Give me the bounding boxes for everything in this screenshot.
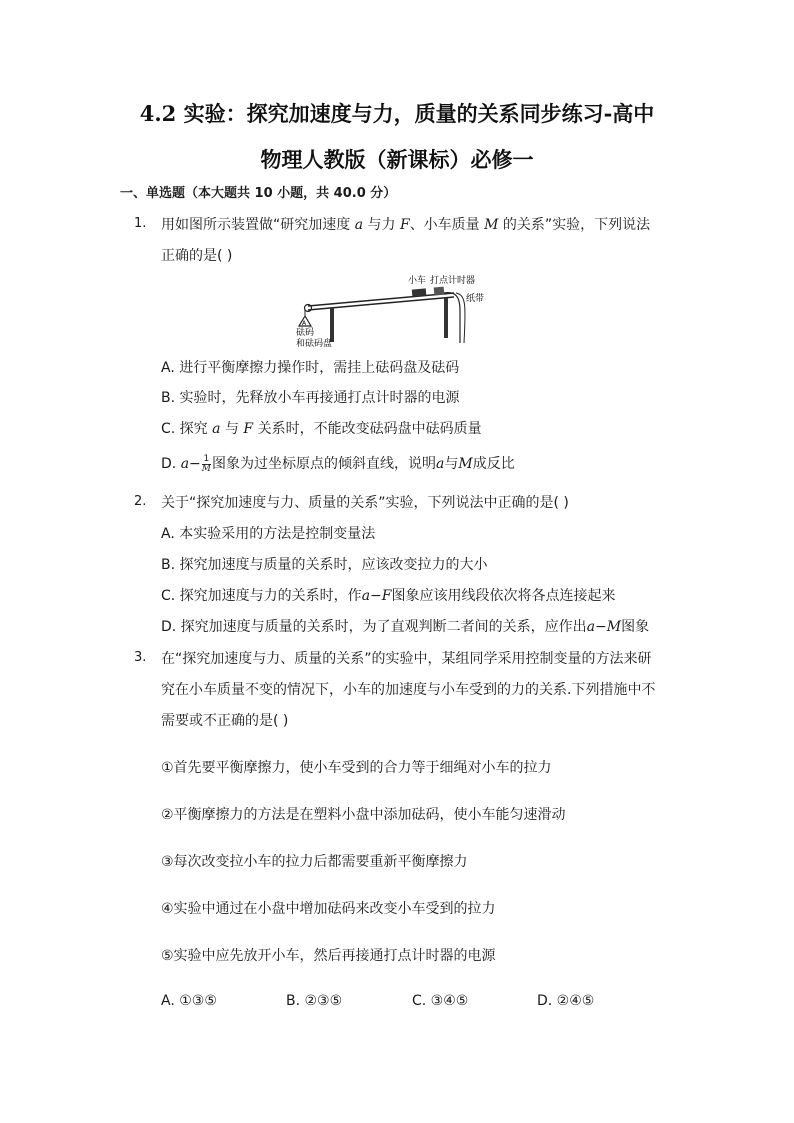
question-3-option-b[interactable]: B. ②③⑤	[286, 993, 343, 1009]
question-3-statement-4: ④实验中通过在小盘中增加砝码来改变小车受到的拉力	[161, 901, 496, 917]
option-text: C. 探究	[161, 421, 213, 437]
question-3-stem-line-1: 在“探究加速度与力、质量的关系”的实验中，某组同学采用控制变量的方法来研	[161, 651, 652, 667]
question-1-stem-line-2: 正确的是( )	[161, 248, 233, 264]
stem-text: 与力	[363, 217, 400, 233]
question-1-option-d[interactable]	[161, 453, 515, 474]
stem-text: 、小车质量	[409, 217, 485, 233]
tape-label: 纸带	[466, 294, 485, 304]
variable-f: F	[399, 217, 410, 233]
weights-label-2: 和砝码盘	[296, 339, 333, 347]
document-title-line-1: 4.2 实验：探究加速度与力，质量的关系同步练习-高中	[139, 101, 655, 126]
question-3-statement-3: ③每次改变拉小车的拉力后都需要重新平衡摩擦力	[161, 854, 468, 870]
question-3-stem-line-3: 需要或不正确的是( )	[161, 713, 289, 729]
question-1-option-b[interactable]: B. 实验时，先释放小车再接通打点计时器的电源	[161, 390, 460, 406]
variable-a: a	[354, 217, 364, 233]
question-2-option-d[interactable]	[161, 616, 649, 636]
stem-text: 的关系”实验，下列说法	[498, 217, 651, 233]
question-1-option-a[interactable]: A. 进行平衡摩擦力操作时，需挂上砝码盘及砝码	[161, 360, 460, 376]
question-3-statement-1: ①首先要平衡摩擦力，使小车受到的合力等于细绳对小车的拉力	[161, 760, 552, 776]
option-text: C. 探究加速度与力的关系时，作	[161, 588, 362, 604]
fraction-numerator: 1	[203, 453, 210, 464]
variable-f: F	[243, 421, 254, 437]
weight-pan-letter: A	[302, 320, 307, 327]
question-3-option-a[interactable]: A. ①③⑤	[161, 993, 217, 1009]
option-text: 与	[220, 421, 244, 437]
option-text: 成反比	[472, 456, 515, 472]
variable-a-m: a−M	[586, 619, 622, 635]
option-letter: D.	[161, 456, 181, 472]
variable-a: a	[436, 456, 445, 472]
question-2-number: 2.	[134, 494, 147, 509]
option-text: 图象为过坐标原点的倾斜直线，说明	[212, 456, 436, 472]
question-2-option-c[interactable]	[161, 585, 615, 605]
question-3-number: 3.	[134, 650, 147, 665]
question-1-number: 1.	[134, 216, 147, 231]
timer	[434, 287, 445, 296]
question-1-stem-line-1	[161, 214, 650, 234]
fraction-1-over-m	[202, 455, 211, 474]
fraction-denominator: M	[201, 463, 211, 474]
timer-label: 打点计时器	[430, 276, 476, 286]
document-title-line-2: 物理人教版（新课标）必修一	[260, 147, 534, 172]
option-text: 图象应该用线段依次将各点连接起来	[391, 588, 616, 604]
variable-m: M	[484, 217, 499, 233]
variable-a: a	[180, 456, 190, 472]
question-3-statement-5: ⑤实验中应先放开小车，然后再接通打点计时器的电源	[161, 948, 496, 964]
table-leg-right	[444, 298, 448, 338]
car-label: 小车	[408, 276, 427, 286]
section-heading: 一、单选题（本大题共 10 小题，共 40.0 分）	[120, 186, 397, 201]
variable-a: a	[212, 421, 221, 437]
car	[412, 288, 427, 296]
question-3-option-d[interactable]: D. ②④⑤	[537, 993, 595, 1009]
variable-m: M	[458, 456, 473, 472]
option-text: 与	[444, 456, 459, 472]
option-text: D. 探究加速度与质量的关系时，为了直观判断二者间的关系，应作出	[161, 619, 587, 635]
variable-a-f: a−F	[361, 588, 392, 604]
question-3-option-c[interactable]: C. ③④⑤	[412, 993, 469, 1009]
question-1-option-c[interactable]	[161, 418, 482, 438]
question-2-option-b[interactable]: B. 探究加速度与质量的关系时，应该改变拉力的大小	[161, 557, 488, 573]
option-text: 关系时，不能改变砝码盘中砝码质量	[253, 421, 482, 437]
option-text: 图象	[621, 619, 650, 635]
question-3-statement-2: ②平衡摩擦力的方法是在塑料小盘中添加砝码，使小车能匀速滑动	[161, 807, 566, 823]
weights-label-1: 砝码	[296, 328, 315, 338]
question-2-option-a[interactable]: A. 本实验采用的方法是控制变量法	[161, 526, 376, 542]
apparatus-figure	[294, 271, 494, 347]
question-3-stem-line-2: 究在小车质量不变的情况下，小车的加速度与小车受到的力的关系.下列措施中不	[161, 682, 656, 698]
question-2-stem: 关于“探究加速度与力、质量的关系”实验，下列说法中正确的是( )	[161, 495, 569, 511]
apparatus-diagram	[294, 271, 494, 347]
dash: −	[189, 456, 201, 472]
stem-text: 用如图所示装置做“研究加速度	[161, 217, 355, 233]
table-leg-left	[330, 308, 334, 342]
